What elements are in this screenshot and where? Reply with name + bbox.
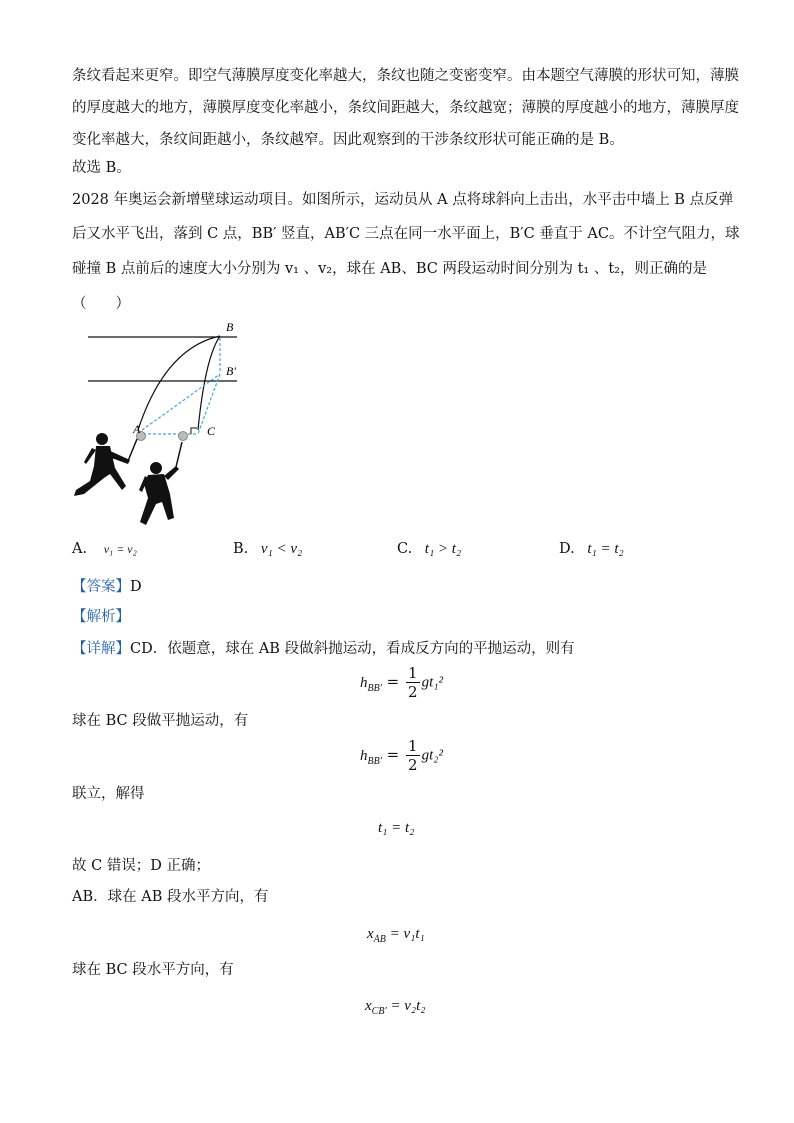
- detail-line-6: 球在 BC 段水平方向，有: [72, 962, 234, 978]
- player-1-silhouette: [74, 433, 137, 496]
- eq1-lhs: h: [360, 674, 368, 691]
- eq1-numerator: 1: [408, 664, 418, 682]
- option-a[interactable]: [72, 541, 137, 557]
- answer-value: D: [130, 579, 142, 595]
- eq5-lhs: x: [365, 998, 372, 1014]
- eq1-rhs: gt₁²: [421, 674, 443, 691]
- eq1-sub: BB′: [367, 682, 382, 694]
- option-b-letter: B.: [233, 541, 249, 557]
- eq5-sub: CB′: [371, 1006, 387, 1017]
- option-c[interactable]: [397, 541, 461, 558]
- intro-line-2: 的厚度越大的地方，薄膜厚度变化率越小，条纹间距越大，条纹越宽；薄膜的厚度越小的地方，薄膜厚度: [72, 100, 739, 116]
- analysis-label: 【解析】: [72, 609, 130, 625]
- equation-3: t₁ = t₂: [378, 820, 415, 836]
- equation-1: [360, 664, 443, 701]
- question-line-2: 后又水平飞出，落到 C 点，BB′ 竖直，AB′C 三点在同一水平面上，B′C 垂直于 AC。不计空气阻力，球: [72, 226, 740, 242]
- eq1-equals: =: [381, 672, 405, 691]
- detail-line-2: 球在 BC 段做平抛运动，有: [72, 713, 249, 729]
- equation-5: [365, 996, 426, 1017]
- option-c-text: t₁ > t₂: [424, 541, 462, 557]
- option-b-text: v₁ < v₂: [260, 541, 303, 557]
- option-d-text: t₁ = t₂: [587, 541, 624, 557]
- question-line-3: 碰撞 B 点前后的速度大小分别为 v₁ 、v₂，球在 AB、BC 两段运动时间分别为 t₁ 、t₂，则正确的是: [72, 261, 707, 277]
- detail-line-1: [72, 639, 575, 659]
- eq5-rhs: = v₂t₂: [386, 998, 426, 1014]
- label-bprime: B′: [226, 364, 236, 378]
- intro-line-3: 变化率越大，条纹间距越小，条纹越窄。因此观察到的干涉条纹形状可能正确的是 B。: [72, 132, 624, 148]
- eq1-denominator: 2: [408, 683, 418, 701]
- detail-line-3: 联立，解得: [72, 786, 145, 802]
- answer-label: 【答案】: [72, 579, 130, 595]
- eq4-lhs: x: [367, 926, 374, 942]
- eq4-rhs: = v₁t₁: [385, 926, 425, 942]
- option-d[interactable]: [559, 541, 624, 558]
- analysis-line: [72, 607, 130, 627]
- option-a-letter: A.: [72, 541, 88, 557]
- detail-step-1: CD．依题意，球在 AB 段做斜抛运动，看成反方向的平抛运动，则有: [130, 641, 575, 657]
- intro-line-4: 故选 B。: [72, 160, 131, 176]
- option-a-text: v₁ = v₂: [103, 542, 137, 556]
- ball-c: [179, 432, 188, 441]
- label-c: C: [207, 424, 216, 438]
- right-angle-mark: [191, 428, 197, 434]
- equation-2: [360, 737, 443, 774]
- figure-svg: [70, 318, 260, 533]
- detail-line-5: AB．球在 AB 段水平方向，有: [72, 889, 269, 905]
- option-c-letter: C.: [397, 541, 413, 557]
- intro-line-1: 条纹看起来更窄。即空气薄膜厚度变化率越大，条纹也随之变密变窄。由本题空气薄膜的形状可知，薄膜: [72, 68, 739, 84]
- detail-line-4: 故 C 错误；D 正确；: [72, 858, 211, 874]
- eq2-rhs: gt₂²: [421, 747, 443, 764]
- eq4-sub: AB: [373, 934, 386, 945]
- eq2-sub: BB′: [367, 755, 382, 767]
- option-b[interactable]: [233, 541, 302, 558]
- eq2-denominator: 2: [408, 756, 418, 774]
- equation-4: [367, 924, 425, 945]
- trajectory-bc: [198, 336, 220, 430]
- question-line-1: 2028 年奥运会新增壁球运动项目。如图所示，运动员从 A 点将球斜向上击出，水平击中墙上 B 点反弹: [72, 192, 734, 208]
- option-d-letter: D.: [559, 541, 575, 557]
- label-a: A: [133, 422, 141, 436]
- eq2-equals: =: [381, 745, 405, 764]
- detail-label: 【详解】: [72, 641, 130, 657]
- player-2-silhouette: [139, 442, 182, 525]
- answer-line: [72, 577, 142, 597]
- label-b: B: [226, 320, 234, 334]
- eq2-numerator: 1: [408, 737, 418, 755]
- squash-figure: [70, 318, 260, 537]
- question-paren: （ ）: [72, 296, 130, 312]
- eq2-lhs: h: [360, 747, 368, 764]
